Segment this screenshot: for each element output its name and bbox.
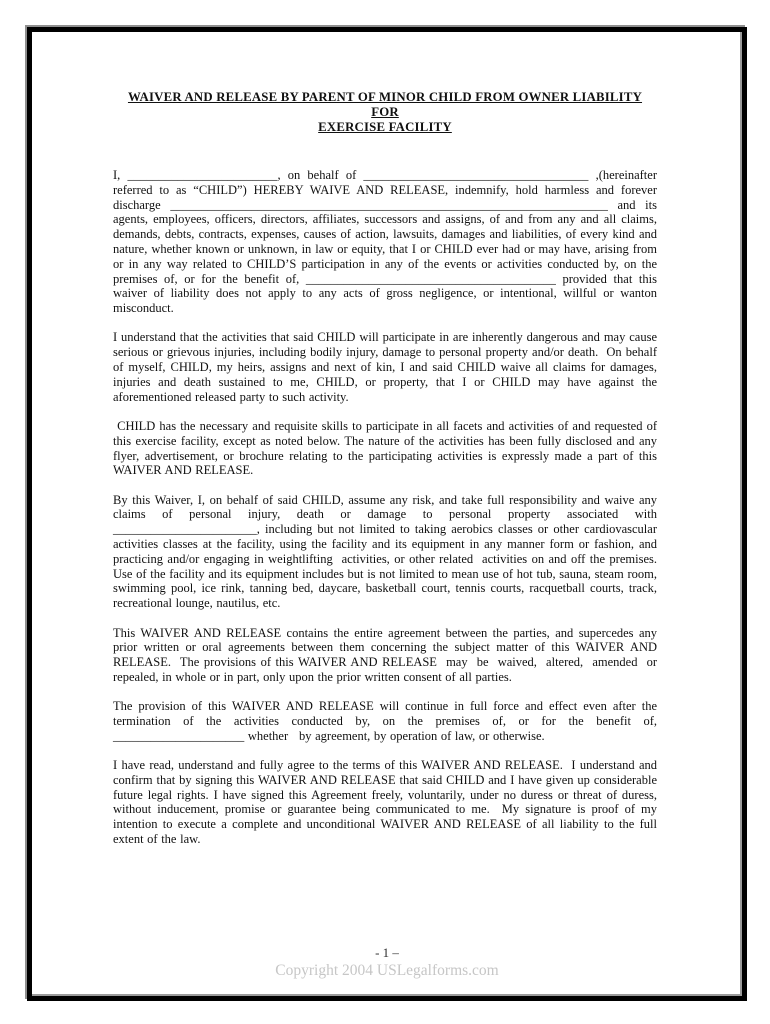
page-number: - 1 – [375, 945, 399, 960]
document-page [27, 27, 747, 1001]
document-body [32, 32, 742, 861]
document-title-line-1: WAIVER AND RELEASE BY PARENT OF MINOR CHILD FROM OWNER LIABILITY FOR [127, 90, 643, 119]
paragraph-understand-dangerous: I understand that the activities that said CHILD will participate in are inherently dangerous and may cause serious or grievous injuries, including bodily injury, damage to personal property and/or death. On behalf of myself, CHILD, my heirs, assigns and next of kin, I and said CHILD waive all claims for damages, injuries and death sustained to me, CHILD, or property, that I or CHILD may have against the aforementioned released party to such activity. [113, 330, 661, 404]
paragraph-continuation: The provision of this WAIVER AND RELEASE will continue in full force and effect even after the termination of the activities conducted by, on the premises of, or for the benefit of, _____________________ whether by agreement, by operation of law, or otherwise. [113, 699, 661, 743]
page-footer [32, 945, 742, 980]
paragraph-assume-risk: By this Waiver, I, on behalf of said CHILD, assume any risk, and take full responsibility and waive any claims of personal injury, death or damage to personal property associated with _______________________, including but not limited to taking aerobics classes or other cardiovascular activities classes at the facility, using the facility and its equipment in any manner form or fashion, and practicing and/or engaging in weightlifting activities, or other related activities on and off the premises. Use of the facility and its equipment includes but is not limited to mean use of hot tub, sauna, steam room, swimming pool, ice rink, tanning bed, daycare, basketball court, tennis courts, racquetball courts, track, recreational lounge, nautilus, etc. [113, 492, 665, 611]
paragraph-child-skills: CHILD has the necessary and requisite skills to participate in all facets and activities of and requested of this exercise facility, except as noted below. The nature of the activities has been fully disclosed and any flyer, advertisement, or brochure relating to the participating activities is expressly made a part of this WAIVER AND RELEASE. [113, 418, 661, 478]
document-title-line-2: EXERCISE FACILITY [318, 120, 452, 134]
document-paragraphs [113, 168, 665, 847]
copyright-notice: Copyright 2004 USLegalforms.com [275, 962, 499, 979]
paragraph-entire-agreement: This WAIVER AND RELEASE contains the entire agreement between the parties, and supercedes any prior written or oral agreements between them concerning the subject matter of this WAIVER AND RELEASE. The provisions of this WAIVER AND RELEASE may be waived, altered, amended or repealed, in whole or in part, only upon the prior written consent of all parties. [113, 625, 661, 684]
paragraph-acknowledgment: I have read, understand and fully agree to the terms of this WAIVER AND RELEASE. I understand and confirm that by signing this WAIVER AND RELEASE that said CHILD and I have given up considerable future legal rights. I have signed this Agreement freely, voluntarily, under no duress or threat of duress, without inducement, promise or guarantee being communicated to me. My signature is proof of my intention to execute a complete and unconditional WAIVER AND RELEASE of all liability to the full extent of the law. [113, 758, 661, 847]
paragraph-waiver-release: I, ________________________, on behalf of ____________________________________ ,(hereinafter referred to as “CHILD”) HEREBY WAIVE AND RELEASE, indemnify, hold harmless and forever discharge ______________________________________________________________________ and its agents, employees, officers, directors, affiliates, successors and assigns, of and from any and all claims, demands, debts, contracts, expenses, causes of action, lawsuits, damages and liabilities, of every kind and nature, whether known or unknown, in law or equity, that I or CHILD ever had or may have, arising from or in any way related to CHILD’S participation in any of the events or activities conducted by, on the premises of, or for the benefit of, ________________________________________ provided that this waiver of liability does not apply to any acts of gross negligence, or intentional, willful or wanton misconduct. [113, 168, 661, 316]
document-title [113, 90, 657, 135]
